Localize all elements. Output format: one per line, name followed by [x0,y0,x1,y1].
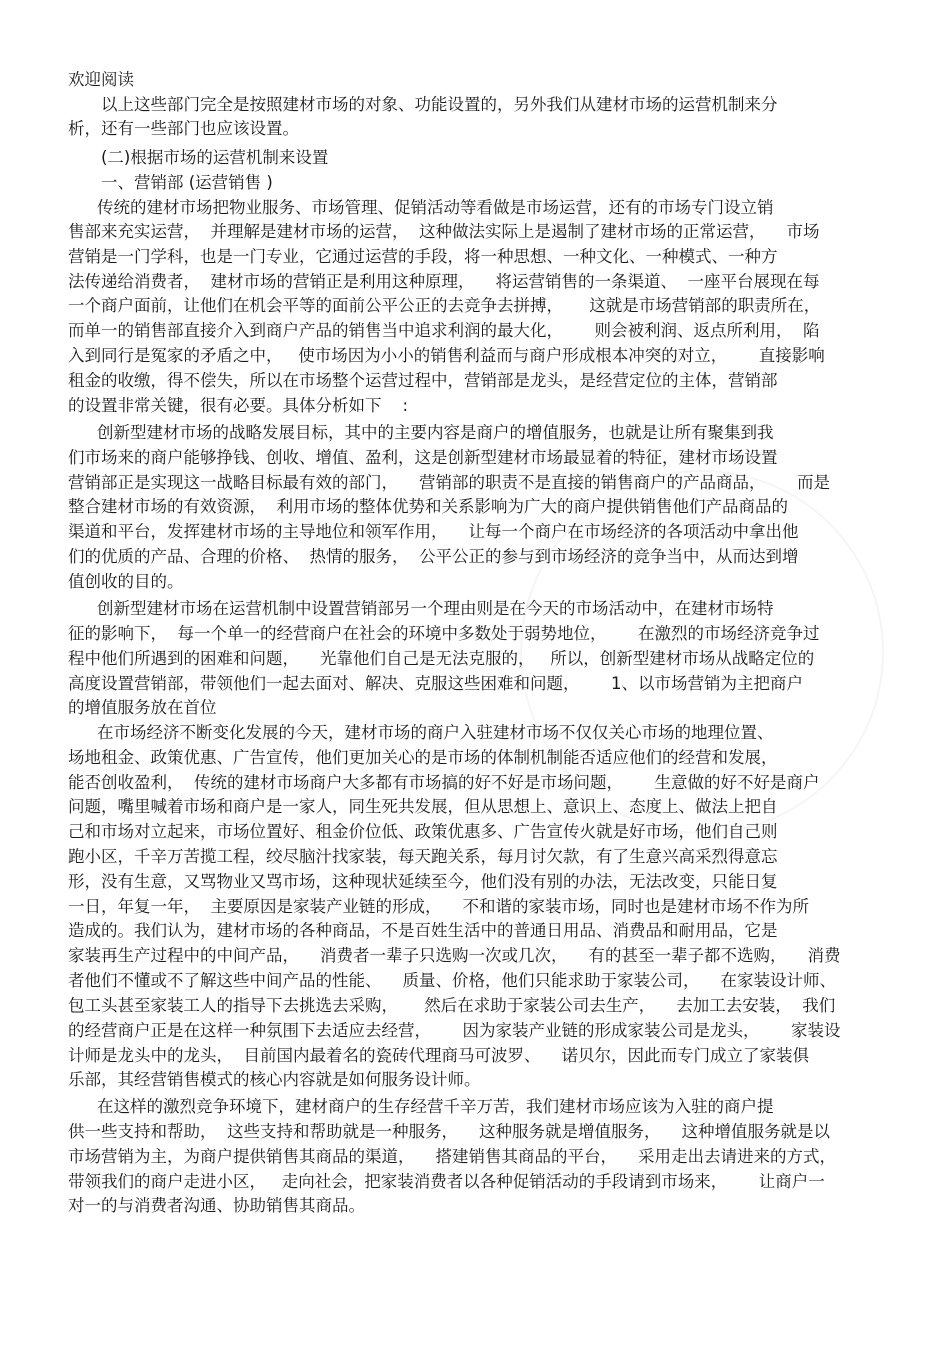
paragraph-line: 家装再生产过程中的中间产品， 消费者一辈子只选购一次或几次， 有的甚至一辈子都不选购， 消费 [68,946,841,965]
paragraph-line: 析，还有一些部门也应该设置。 [68,119,299,138]
paragraph-line: 乐部，其经营销售模式的核心内容就是如何服务设计师。 [68,1070,481,1089]
paragraph-line: 入到同行是冤家的矛盾之中， 使市场因为小小的销售利益而与商户形成根本冲突的对立， 直接影响 [68,346,825,365]
section-heading: 一、营销部 (运营销售 ) [101,173,273,192]
paragraph-line: 的设置非常关键，很有必要。具体分析如下 : [68,396,409,415]
paragraph-line: 售部来充实运营， 并理解是建材市场的运营， 这种做法实际上是遏制了建材市场的正常运营， 市场 [68,222,820,241]
paragraph-line: 对一的与消费者沟通、协助销售其商品。 [68,1196,365,1215]
paragraph-line: 程中他们所遇到的困难和问题， 光靠他们自己是无法克服的， 所以，创新型建材市场从战略定位的 [68,649,815,668]
paragraph-line: 造成的。我们认为，建材市场的各种商品，不是百姓生活中的普通日用品、消费品和耐用品，它是 [68,921,778,940]
paragraph-line: 己和市场对立起来，市场位置好、租金价位低、政策优惠多、广告宣传火就是好市场，他们自己则 [68,822,778,841]
paragraph-line: 包工头甚至家装工人的指导下去挑选去采购， 然后在求助于家装公司去生产， 去加工去安装， 我们 [68,996,836,1015]
section-heading: (二)根据市场的运营机制来设置 [101,148,329,167]
paragraph-line: 渠道和平台，发挥建材市场的主导地位和领军作用， 让每一个商户在市场经济的各项活动中拿出他 [68,522,799,541]
paragraph-line: 而单一的销售部直接介入到商户产品的销售当中追求利润的最大化， 则会被利润、返点所利用， 陷 [68,321,820,340]
paragraph-line: 营销是一门学科，也是一门专业，它通过运营的手段，将一种思想、一种文化、一种模式、一种方 [68,247,778,266]
paragraph-line: 创新型建材市场的战略发展目标，其中的主要内容是商户的增值服务，也就是让所有聚集到我 [97,423,774,442]
paragraph-line: 计师是龙头中的龙头， 目前国内最着名的瓷砖代理商马可波罗、 诺贝尔，因此而专门成立了家装俱 [68,1046,809,1065]
paragraph-line: 营销部正是实现这一战略目标最有效的部门， 营销部的职责不是直接的销售商户的产品商品， 而是 [68,473,830,492]
paragraph-line: 的经营商户正是在这样一种氛围下去适应去经营， 因为家装产业链的形成家装公司是龙头， 家装设 [68,1021,841,1040]
paragraph-line: 跑小区，千辛万苦揽工程，绞尽脑汁找家装，每天跑关系，每月讨欠款，有了生意兴高采烈得意忘 [68,847,778,866]
paragraph-line: 们市场来的商户能够挣钱、创收、增值、盈利，这是创新型建材市场最显着的特征，建材市场设置 [68,448,778,467]
paragraph-line: 值创收的目的。 [68,572,184,591]
paragraph-line: 供一些支持和帮助， 这些支持和帮助就是一种服务， 这种服务就是增值服务， 这种增值服务就是以 [68,1122,830,1141]
paragraph-line: 的增值服务放在首位 [68,698,217,717]
paragraph-line: 高度设置营销部，带领他们一起去面对、解决、克服这些困难和问题， 1、以市场营销为主把商户 [68,674,803,693]
paragraph-line: 市场营销为主，为商户提供销售其商品的渠道， 搭建销售其商品的平台， 采用走出去请进来的方式， [68,1147,836,1166]
paragraph-line: 者他们不懂或不了解这些中间产品的性能、 质量、价格，他们只能求助于家装公司， 在家装设计师、 [68,971,836,990]
paragraph-line: 们的优质的产品、合理的价格、 热情的服务， 公平公正的参与到市场经济的竞争当中，从而达到增 [68,547,799,566]
paragraph-line: 创新型建材市场在运营机制中设置营销部另一个理由则是在今天的市场活动中，在建材市场特 [97,599,774,618]
paragraph-line: 在市场经济不断变化发展的今天，建材市场的商户入驻建材市场不仅仅关心市场的地理位置、 [97,723,774,742]
paragraph-line: 以上这些部门完全是按照建材市场的对象、功能设置的，另外我们从建材市场的运营机制来分 [101,95,778,114]
paragraph-line: 带领我们的商户走进小区， 走向社会，把家装消费者以各种促销活动的手段请到市场来， 让商户一 [68,1172,825,1191]
page-header: 欢迎阅读 [68,70,134,89]
paragraph-line: 传统的建材市场把物业服务、市场管理、促销活动等看做是市场运营，还有的市场专门设立销 [97,198,774,217]
paragraph-line: 场地租金、政策优惠、广告宣传，他们更加关心的是市场的体制机制能否适应他们的经营和发展， [68,748,778,767]
paragraph-line: 征的影响下， 每一个单一的经营商户在社会的环境中多数处于弱势地位， 在激烈的市场经济竞争过 [68,624,820,643]
paragraph-line: 整合建材市场的有效资源， 利用市场的整体优势和关系影响为广大的商户提供销售他们产品商品的 [68,497,788,516]
paragraph-line: 在这样的激烈竞争环境下，建材商户的生存经营千辛万苦，我们建材市场应该为入驻的商户提 [97,1097,774,1116]
paragraph-line: 一个商户面前，让他们在机会平等的面前公平公正的去竞争去拼搏， 这就是市场营销部的职责所在， [68,296,821,315]
paragraph-line: 能否创收盈利， 传统的建材市场商户大多都有市场搞的好不好是市场问题， 生意做的好不好是商户 [68,773,820,792]
paragraph-line: 问题，嘴里喊着市场和商户是一家人，同生死共发展，但从思想上、意识上、态度上、做法上把自 [68,797,778,816]
paragraph-line: 一日，年复一年， 主要原因是家装产业链的形成， 不和谐的家装市场，同时也是建材市场不作为所 [68,897,809,916]
paragraph-line: 法传递给消费者， 建材市场的营销正是利用这种原理， 将运营销售的一条渠道、 一座平台展现在每 [68,272,820,291]
paragraph-line: 形，没有生意，又骂物业又骂市场，这种现状延续至今，他们没有别的办法，无法改变，只能日复 [68,872,778,891]
paragraph-line: 租金的收缴，得不偿失，所以在市场整个运营过程中，营销部是龙头，是经营定位的主体，营销部 [68,371,778,390]
